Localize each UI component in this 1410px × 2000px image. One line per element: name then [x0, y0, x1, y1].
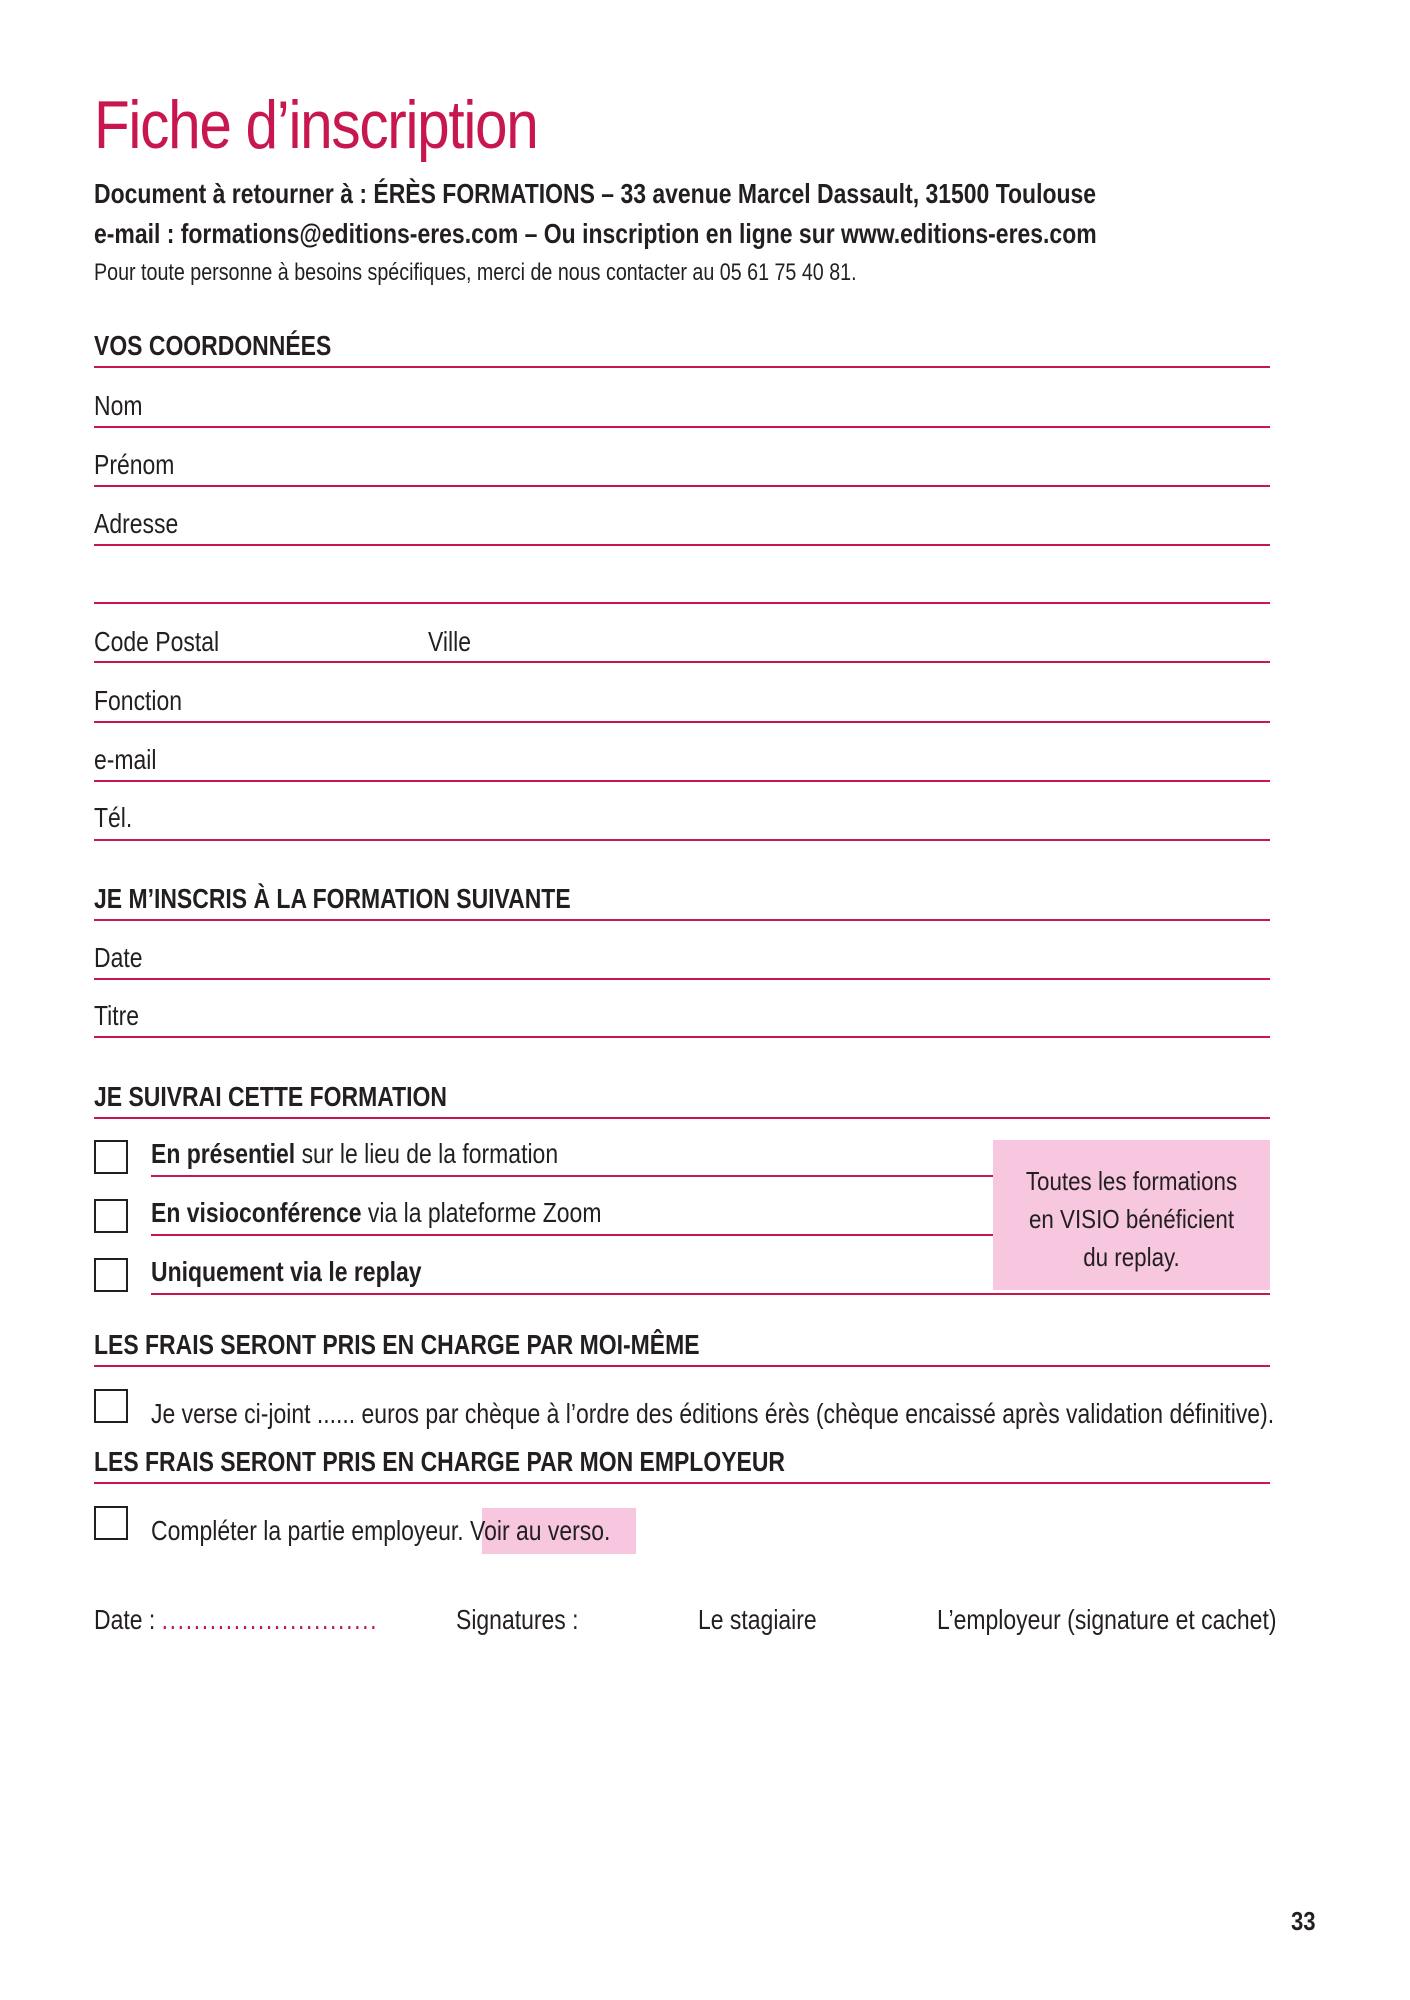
- contact-line: e-mail : formations@editions-eres.com – Ou inscription en ligne sur www.editions-eres.com: [94, 218, 1097, 249]
- frais-employeur-text: Compléter la partie employeur. Voir au verso.: [151, 1515, 611, 1546]
- divider: [151, 1293, 1270, 1295]
- employeur-label: L’employeur (signature et cachet): [937, 1604, 1277, 1635]
- formation-titre-field-line[interactable]: [94, 1036, 1270, 1038]
- prenom-label: Prénom: [94, 449, 175, 480]
- page-number: 33: [1291, 1906, 1316, 1936]
- presentiel-checkbox[interactable]: [94, 1140, 128, 1174]
- section-heading-formation: JE M’INSCRIS À LA FORMATION SUIVANTE: [94, 883, 571, 914]
- code-postal-ville-field-line[interactable]: [94, 661, 1270, 663]
- page-title: Fiche d’inscription: [94, 87, 538, 163]
- stagiaire-label: Le stagiaire: [698, 1604, 817, 1635]
- nom-label: Nom: [94, 390, 143, 421]
- fonction-label: Fonction: [94, 685, 183, 716]
- formation-titre-label: Titre: [94, 1000, 140, 1031]
- section-heading-mode: JE SUIVRAI CETTE FORMATION: [94, 1081, 447, 1112]
- tel-field-line[interactable]: [94, 839, 1270, 841]
- divider: [94, 1365, 1270, 1367]
- section-heading-frais-employeur: LES FRAIS SERONT PRIS EN CHARGE PAR MON EMPLOYEUR: [94, 1446, 785, 1477]
- formation-date-label: Date: [94, 942, 143, 973]
- visio-label: En visioconférence via la plateforme Zoom: [151, 1197, 602, 1228]
- email-label: e-mail: [94, 744, 157, 775]
- date-dots: ...........................: [161, 1604, 379, 1635]
- frais-moi-text: Je verse ci-joint ...... euros par chèque à l’ordre des éditions érès (chèque encaissé après validation définitive).: [151, 1398, 1275, 1429]
- signature-date: Date : ...........................: [94, 1604, 379, 1635]
- adresse-field-line-2[interactable]: [94, 602, 1270, 604]
- divider: [94, 1117, 1270, 1119]
- adresse-field-line[interactable]: [94, 544, 1270, 546]
- formation-date-field-line[interactable]: [94, 978, 1270, 980]
- replay-label: Uniquement via le replay: [151, 1256, 422, 1287]
- visio-checkbox[interactable]: [94, 1199, 128, 1233]
- tel-label: Tél.: [94, 802, 133, 833]
- divider: [94, 366, 1270, 368]
- code-postal-label: Code Postal: [94, 626, 220, 657]
- section-heading-coordonnees: VOS COORDONNÉES: [94, 330, 332, 361]
- adresse-label: Adresse: [94, 508, 179, 539]
- divider: [94, 1482, 1270, 1484]
- presentiel-label: En présentiel sur le lieu de la formation: [151, 1138, 559, 1169]
- email-field-line[interactable]: [94, 780, 1270, 782]
- return-address: Document à retourner à : ÉRÈS FORMATIONS – 33 avenue Marcel Dassault, 31500 Toulouse: [94, 178, 1097, 209]
- nom-field-line[interactable]: [94, 426, 1270, 428]
- replay-note-text: Toutes les formations en VISIO bénéficient du replay.: [1025, 1166, 1238, 1272]
- accessibility-note: Pour toute personne à besoins spécifiques, merci de nous contacter au 05 61 75 40 81.: [94, 259, 857, 286]
- verso-link: Voir au verso.: [470, 1515, 611, 1546]
- signatures-label: Signatures :: [456, 1604, 579, 1635]
- replay-checkbox[interactable]: [94, 1258, 128, 1292]
- frais-employeur-checkbox[interactable]: [94, 1506, 128, 1540]
- frais-moi-checkbox[interactable]: [94, 1389, 128, 1423]
- divider: [94, 919, 1270, 921]
- fonction-field-line[interactable]: [94, 721, 1270, 723]
- section-heading-frais-moi: LES FRAIS SERONT PRIS EN CHARGE PAR MOI-MÊME: [94, 1329, 700, 1360]
- ville-label: Ville: [428, 626, 471, 657]
- prenom-field-line[interactable]: [94, 485, 1270, 487]
